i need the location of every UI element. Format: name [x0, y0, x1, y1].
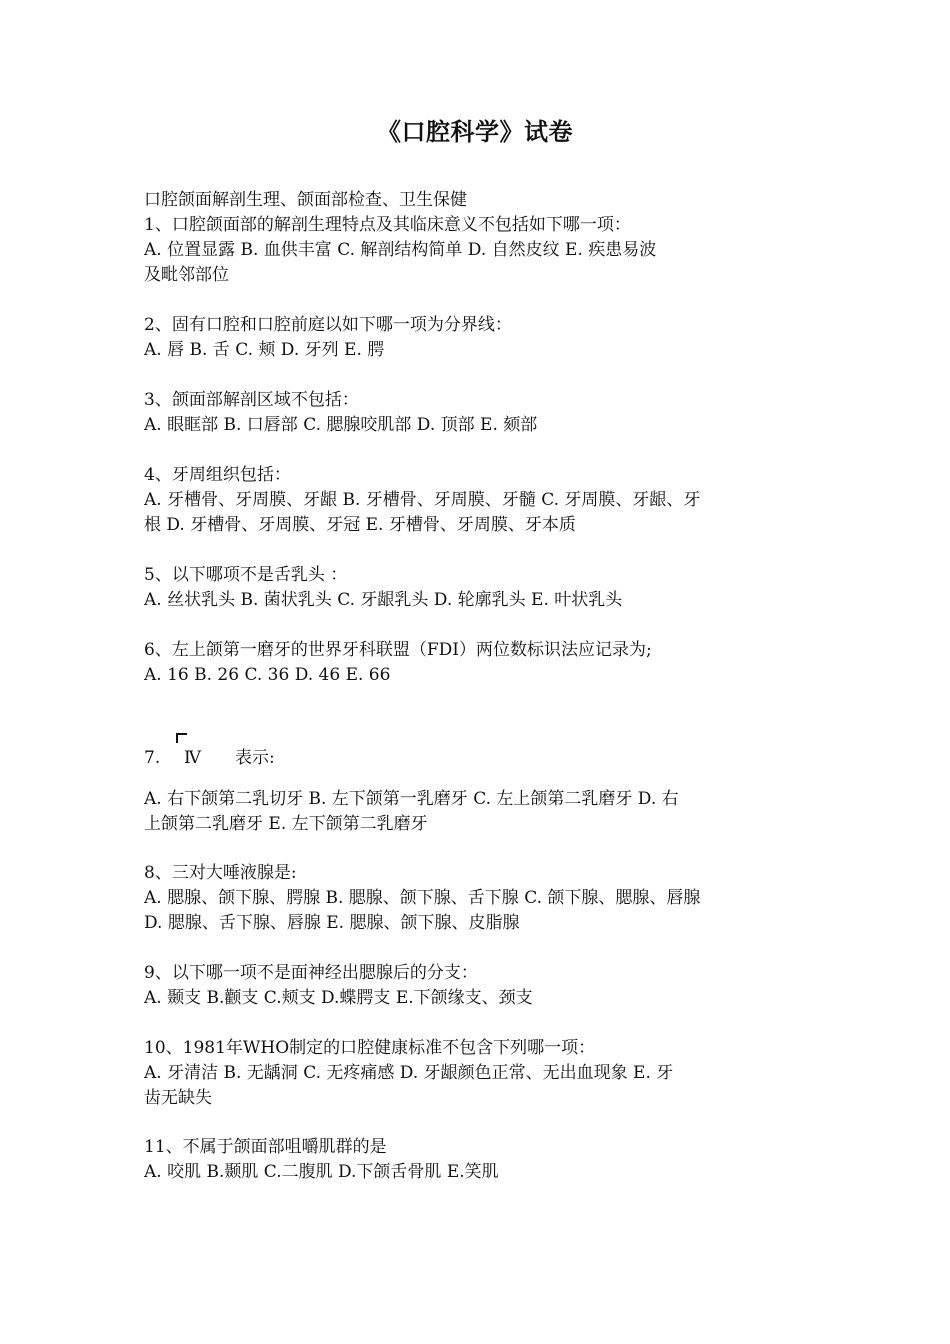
question-4-options: A. 牙槽骨、牙周膜、牙龈 B. 牙槽骨、牙周膜、牙髓 C. 牙周膜、牙龈、牙	[144, 490, 701, 510]
question-10-stem: 10、1981年WHO制定的口腔健康标准不包含下列哪一项：	[144, 1038, 596, 1058]
question-8-options-cont: D. 腮腺、舌下腺、唇腺 E. 腮腺、颌下腺、皮脂腺	[144, 913, 520, 933]
question-4-stem: 4、牙周组织包括：	[144, 465, 291, 485]
question-1-options: A. 位置显露 B. 血供丰富 C. 解剖结构简单 D. 自然皮纹 E. 疾患易波	[144, 240, 657, 260]
question-10-options: A. 牙清洁 B. 无龋洞 C. 无疼痛感 D. 牙龈颜色正常、无出血现象 E. 牙	[144, 1063, 674, 1083]
question-5-options: A. 丝状乳头 B. 菌状乳头 C. 牙龈乳头 D. 轮廓乳头 E. 叶状乳头	[144, 590, 623, 610]
quadrant-bracket-icon	[176, 733, 187, 743]
question-9-options: A. 颞支 B.颧支 C.颊支 D.蝶腭支 E.下颌缘支、颈支	[144, 988, 533, 1008]
question-10-options-cont: 齿无缺失	[144, 1088, 212, 1108]
question-6-options: A. 16 B. 26 C. 36 D. 46 E. 66	[144, 665, 391, 685]
question-9-stem: 9、以下哪一项不是面神经出腮腺后的分支：	[144, 963, 478, 983]
question-7-options: A. 右下颌第二乳切牙 B. 左下颌第一乳磨牙 C. 左上颌第二乳磨牙 D. 右	[144, 789, 679, 809]
question-8-options: A. 腮腺、颌下腺、腭腺 B. 腮腺、颌下腺、舌下腺 C. 颌下腺、腮腺、唇腺	[144, 888, 701, 908]
tooth-notation-symbol	[172, 730, 212, 772]
question-11-stem: 11、不属于颌面部咀嚼肌群的是	[144, 1137, 387, 1157]
question-5-stem: 5、以下哪项不是舌乳头 ：	[144, 565, 348, 585]
question-3-stem: 3、颌面部解剖区域不包括：	[144, 390, 359, 410]
question-1-options-cont: 及毗邻部位	[144, 265, 229, 285]
section-heading: 口腔颌面解剖生理、颌面部检查、卫生保健	[144, 190, 467, 210]
question-7-label: 表示:	[235, 748, 275, 768]
question-2-stem: 2、固有口腔和口腔前庭以如下哪一项为分界线：	[144, 315, 512, 335]
exam-title: 《口腔科学》试卷	[377, 118, 573, 146]
question-7-options-cont: 上颌第二乳磨牙 E. 左下颌第二乳磨牙	[144, 814, 428, 834]
question-1-stem: 1、口腔颌面部的解剖生理特点及其临床意义不包括如下哪一项：	[144, 215, 631, 235]
question-6-stem: 6、左上颌第一磨牙的世界牙科联盟（FDI）两位数标识法应记录为;	[144, 640, 652, 660]
question-2-options: A. 唇 B. 舌 C. 颊 D. 牙列 E. 腭	[144, 340, 385, 360]
question-11-options: A. 咬肌 B.颞肌 C.二腹肌 D.下颌舌骨肌 E.笑肌	[144, 1162, 499, 1182]
question-8-stem: 8、三对大唾液腺是:	[144, 863, 297, 883]
question-4-options-cont: 根 D. 牙槽骨、牙周膜、牙冠 E. 牙槽骨、牙周膜、牙本质	[144, 515, 576, 535]
question-7-number: 7.	[144, 748, 161, 768]
question-3-options: A. 眼眶部 B. 口唇部 C. 腮腺咬肌部 D. 顶部 E. 颏部	[144, 415, 538, 435]
tooth-notation-roman: Ⅳ	[184, 748, 201, 768]
